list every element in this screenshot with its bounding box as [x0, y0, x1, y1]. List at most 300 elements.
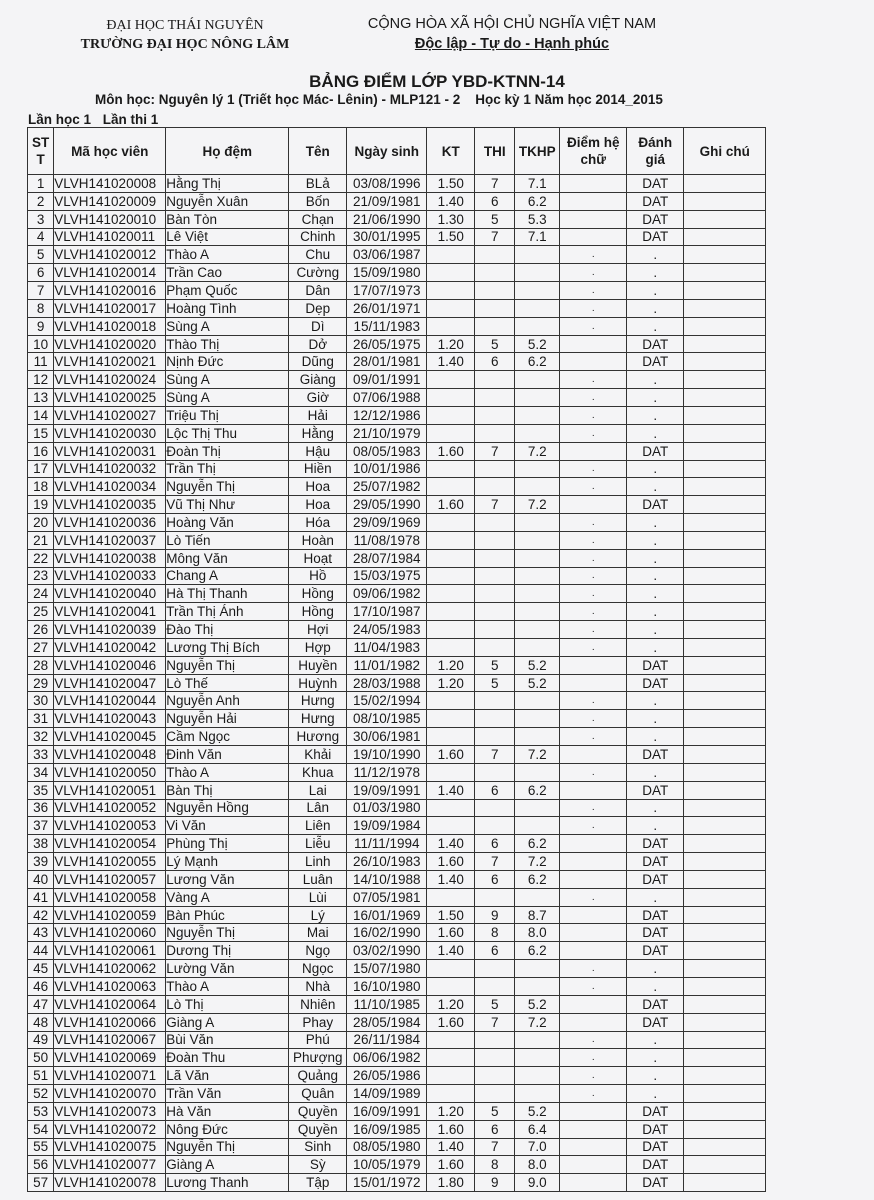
- table-row: [28, 1031, 766, 1049]
- table-row: [28, 1102, 766, 1120]
- cell-family-name: Giàng A: [166, 1156, 289, 1174]
- cell-thi: 8: [475, 1156, 515, 1174]
- cell-letter-grade: [560, 1102, 627, 1120]
- cell-kt: 1.60: [427, 924, 475, 942]
- cell-stt: 31: [28, 710, 54, 728]
- cell-given-name: Lân: [289, 799, 347, 817]
- cell-tkhp: [515, 1031, 560, 1049]
- cell-student-id: VLVH141020063: [54, 977, 166, 995]
- cell-family-name: Bàn Tòn: [166, 210, 289, 228]
- col-header-tkhp: TKHP: [515, 128, 560, 175]
- table-row: [28, 210, 766, 228]
- cell-evaluation: .: [627, 621, 684, 639]
- cell-kt: 1.50: [427, 906, 475, 924]
- cell-letter-grade: .: [560, 728, 627, 746]
- cell-tkhp: 8.0: [515, 1156, 560, 1174]
- table-row: [28, 763, 766, 781]
- cell-stt: 30: [28, 692, 54, 710]
- cell-tkhp: [515, 460, 560, 478]
- cell-evaluation: .: [627, 1049, 684, 1067]
- cell-tkhp: 7.1: [515, 228, 560, 246]
- cell-thi: [475, 585, 515, 603]
- cell-thi: 7: [475, 746, 515, 764]
- cell-tkhp: [515, 531, 560, 549]
- cell-notes: [684, 531, 766, 549]
- col-header-student-id: Mã học viên: [54, 128, 166, 175]
- cell-given-name: Hậu: [289, 442, 347, 460]
- cell-letter-grade: .: [560, 1049, 627, 1067]
- cell-student-id: VLVH141020036: [54, 514, 166, 532]
- cell-student-id: VLVH141020017: [54, 299, 166, 317]
- cell-stt: 15: [28, 424, 54, 442]
- cell-family-name: Bàn Phúc: [166, 906, 289, 924]
- cell-family-name: Nguyễn Hải: [166, 710, 289, 728]
- cell-tkhp: 5.2: [515, 674, 560, 692]
- table-row: [28, 389, 766, 407]
- cell-letter-grade: .: [560, 799, 627, 817]
- cell-letter-grade: [560, 746, 627, 764]
- table-row: [28, 799, 766, 817]
- cell-dob: 21/06/1990: [347, 210, 427, 228]
- cell-student-id: VLVH141020060: [54, 924, 166, 942]
- cell-evaluation: .: [627, 567, 684, 585]
- cell-notes: [684, 621, 766, 639]
- cell-kt: 1.20: [427, 674, 475, 692]
- cell-notes: [684, 1085, 766, 1103]
- table-row: [28, 942, 766, 960]
- cell-evaluation: .: [627, 960, 684, 978]
- table-row: [28, 1120, 766, 1138]
- cell-letter-grade: [560, 1138, 627, 1156]
- cell-given-name: Liễu: [289, 835, 347, 853]
- table-row: [28, 746, 766, 764]
- cell-dob: 15/01/1972: [347, 1174, 427, 1192]
- cell-thi: 6: [475, 1120, 515, 1138]
- cell-kt: [427, 514, 475, 532]
- cell-thi: 7: [475, 496, 515, 514]
- cell-evaluation: DAT: [627, 210, 684, 228]
- cell-thi: [475, 603, 515, 621]
- cell-family-name: Đoàn Thu: [166, 1049, 289, 1067]
- cell-dob: 28/05/1984: [347, 1013, 427, 1031]
- cell-given-name: Sỳ: [289, 1156, 347, 1174]
- cell-notes: [684, 995, 766, 1013]
- cell-kt: [427, 299, 475, 317]
- cell-student-id: VLVH141020072: [54, 1120, 166, 1138]
- cell-tkhp: 6.2: [515, 353, 560, 371]
- table-row: [28, 710, 766, 728]
- cell-tkhp: [515, 371, 560, 389]
- table-row: [28, 192, 766, 210]
- cell-thi: 5: [475, 210, 515, 228]
- cell-letter-grade: .: [560, 1067, 627, 1085]
- table-row: [28, 406, 766, 424]
- cell-thi: 6: [475, 192, 515, 210]
- cell-evaluation: .: [627, 763, 684, 781]
- cell-stt: 4: [28, 228, 54, 246]
- cell-kt: 1.20: [427, 995, 475, 1013]
- cell-notes: [684, 192, 766, 210]
- cell-tkhp: 6.2: [515, 870, 560, 888]
- cell-family-name: Giàng A: [166, 1013, 289, 1031]
- cell-dob: 21/09/1981: [347, 192, 427, 210]
- cell-stt: 10: [28, 335, 54, 353]
- cell-kt: [427, 728, 475, 746]
- cell-notes: [684, 906, 766, 924]
- cell-notes: [684, 1067, 766, 1085]
- cell-student-id: VLVH141020055: [54, 853, 166, 871]
- cell-given-name: Huỳnh: [289, 674, 347, 692]
- cell-given-name: Lùi: [289, 888, 347, 906]
- cell-notes: [684, 853, 766, 871]
- cell-stt: 40: [28, 870, 54, 888]
- cell-notes: [684, 175, 766, 193]
- cell-kt: [427, 389, 475, 407]
- cell-kt: 1.20: [427, 335, 475, 353]
- cell-evaluation: .: [627, 888, 684, 906]
- cell-evaluation: DAT: [627, 674, 684, 692]
- cell-thi: [475, 531, 515, 549]
- cell-student-id: VLVH141020077: [54, 1156, 166, 1174]
- cell-family-name: Trần Thị: [166, 460, 289, 478]
- cell-tkhp: [515, 603, 560, 621]
- cell-tkhp: [515, 282, 560, 300]
- cell-student-id: VLVH141020052: [54, 799, 166, 817]
- cell-family-name: Lò Thế: [166, 674, 289, 692]
- cell-kt: [427, 282, 475, 300]
- cell-family-name: Bùi Văn: [166, 1031, 289, 1049]
- cell-evaluation: DAT: [627, 1138, 684, 1156]
- col-header-stt: ST T: [28, 128, 54, 175]
- cell-student-id: VLVH141020037: [54, 531, 166, 549]
- cell-tkhp: [515, 763, 560, 781]
- cell-dob: 07/05/1981: [347, 888, 427, 906]
- cell-notes: [684, 835, 766, 853]
- cell-given-name: Chinh: [289, 228, 347, 246]
- cell-thi: 9: [475, 906, 515, 924]
- cell-dob: 15/11/1983: [347, 317, 427, 335]
- cell-evaluation: DAT: [627, 835, 684, 853]
- cell-kt: [427, 692, 475, 710]
- cell-family-name: Hà Văn: [166, 1102, 289, 1120]
- cell-student-id: VLVH141020078: [54, 1174, 166, 1192]
- cell-given-name: Dẹp: [289, 299, 347, 317]
- cell-tkhp: [515, 585, 560, 603]
- table-row: [28, 175, 766, 193]
- cell-family-name: Lò Tiến: [166, 531, 289, 549]
- cell-evaluation: DAT: [627, 870, 684, 888]
- cell-thi: 7: [475, 1138, 515, 1156]
- cell-tkhp: 6.2: [515, 835, 560, 853]
- cell-student-id: VLVH141020011: [54, 228, 166, 246]
- cell-student-id: VLVH141020030: [54, 424, 166, 442]
- cell-family-name: Bàn Thị: [166, 781, 289, 799]
- cell-thi: [475, 799, 515, 817]
- cell-kt: [427, 264, 475, 282]
- cell-notes: [684, 977, 766, 995]
- cell-given-name: Quyền: [289, 1102, 347, 1120]
- cell-family-name: Thào A: [166, 977, 289, 995]
- cell-given-name: Giờ: [289, 389, 347, 407]
- cell-dob: 26/05/1986: [347, 1067, 427, 1085]
- cell-family-name: Nguyễn Hồng: [166, 799, 289, 817]
- cell-stt: 36: [28, 799, 54, 817]
- cell-given-name: Hoa: [289, 478, 347, 496]
- cell-letter-grade: .: [560, 710, 627, 728]
- cell-evaluation: DAT: [627, 442, 684, 460]
- cell-given-name: Lý: [289, 906, 347, 924]
- cell-student-id: VLVH141020032: [54, 460, 166, 478]
- cell-letter-grade: .: [560, 585, 627, 603]
- table-row: [28, 960, 766, 978]
- cell-given-name: Dì: [289, 317, 347, 335]
- cell-family-name: Sùng A: [166, 317, 289, 335]
- cell-evaluation: DAT: [627, 924, 684, 942]
- cell-evaluation: .: [627, 728, 684, 746]
- cell-letter-grade: [560, 175, 627, 193]
- cell-evaluation: .: [627, 371, 684, 389]
- cell-student-id: VLVH141020044: [54, 692, 166, 710]
- cell-dob: 21/10/1979: [347, 424, 427, 442]
- cell-kt: [427, 585, 475, 603]
- cell-given-name: Hồng: [289, 603, 347, 621]
- cell-thi: 8: [475, 924, 515, 942]
- cell-evaluation: .: [627, 460, 684, 478]
- cell-notes: [684, 1102, 766, 1120]
- col-header-family-name: Họ đệm: [166, 128, 289, 175]
- cell-evaluation: DAT: [627, 1120, 684, 1138]
- cell-kt: [427, 710, 475, 728]
- cell-evaluation: .: [627, 585, 684, 603]
- table-row: [28, 317, 766, 335]
- cell-dob: 10/05/1979: [347, 1156, 427, 1174]
- cell-kt: [427, 977, 475, 995]
- cell-thi: 5: [475, 995, 515, 1013]
- cell-letter-grade: .: [560, 638, 627, 656]
- cell-dob: 16/10/1980: [347, 977, 427, 995]
- cell-notes: [684, 924, 766, 942]
- table-row: [28, 531, 766, 549]
- cell-given-name: Cường: [289, 264, 347, 282]
- cell-notes: [684, 496, 766, 514]
- cell-tkhp: 5.2: [515, 1102, 560, 1120]
- cell-thi: [475, 977, 515, 995]
- cell-given-name: Phượng: [289, 1049, 347, 1067]
- cell-stt: 38: [28, 835, 54, 853]
- cell-kt: [427, 317, 475, 335]
- cell-letter-grade: .: [560, 406, 627, 424]
- cell-thi: [475, 424, 515, 442]
- cell-evaluation: .: [627, 246, 684, 264]
- cell-evaluation: .: [627, 424, 684, 442]
- cell-dob: 01/03/1980: [347, 799, 427, 817]
- cell-tkhp: 7.2: [515, 1013, 560, 1031]
- cell-notes: [684, 638, 766, 656]
- cell-evaluation: .: [627, 549, 684, 567]
- table-row: [28, 674, 766, 692]
- table-row: [28, 1156, 766, 1174]
- cell-student-id: VLVH141020038: [54, 549, 166, 567]
- cell-family-name: Lường Văn: [166, 960, 289, 978]
- cell-given-name: Nhiên: [289, 995, 347, 1013]
- cell-thi: [475, 282, 515, 300]
- cell-evaluation: .: [627, 799, 684, 817]
- cell-student-id: VLVH141020057: [54, 870, 166, 888]
- cell-given-name: Quyền: [289, 1120, 347, 1138]
- cell-letter-grade: .: [560, 692, 627, 710]
- cell-stt: 35: [28, 781, 54, 799]
- table-row: [28, 1138, 766, 1156]
- cell-given-name: Mai: [289, 924, 347, 942]
- cell-tkhp: 5.2: [515, 995, 560, 1013]
- cell-kt: [427, 406, 475, 424]
- table-row: [28, 1049, 766, 1067]
- table-header-row: [28, 128, 766, 175]
- cell-given-name: Huyền: [289, 656, 347, 674]
- cell-evaluation: DAT: [627, 656, 684, 674]
- cell-evaluation: DAT: [627, 496, 684, 514]
- cell-family-name: Lê Việt: [166, 228, 289, 246]
- cell-given-name: Dở: [289, 335, 347, 353]
- cell-stt: 14: [28, 406, 54, 424]
- exam-attempt: Lần thi 1: [102, 112, 159, 127]
- cell-tkhp: 5.3: [515, 210, 560, 228]
- cell-dob: 11/08/1978: [347, 531, 427, 549]
- cell-notes: [684, 763, 766, 781]
- cell-tkhp: [515, 1049, 560, 1067]
- cell-tkhp: 7.2: [515, 496, 560, 514]
- cell-dob: 28/07/1984: [347, 549, 427, 567]
- cell-student-id: VLVH141020035: [54, 496, 166, 514]
- cell-letter-grade: .: [560, 763, 627, 781]
- cell-given-name: Dũng: [289, 353, 347, 371]
- cell-given-name: Hưng: [289, 692, 347, 710]
- cell-notes: [684, 960, 766, 978]
- cell-thi: [475, 389, 515, 407]
- cell-stt: 52: [28, 1085, 54, 1103]
- cell-stt: 51: [28, 1067, 54, 1085]
- cell-kt: 1.40: [427, 1138, 475, 1156]
- cell-stt: 43: [28, 924, 54, 942]
- cell-letter-grade: .: [560, 424, 627, 442]
- cell-stt: 18: [28, 478, 54, 496]
- cell-family-name: Nguyễn Xuân: [166, 192, 289, 210]
- cell-given-name: Bốn: [289, 192, 347, 210]
- cell-student-id: VLVH141020054: [54, 835, 166, 853]
- cell-student-id: VLVH141020027: [54, 406, 166, 424]
- cell-tkhp: 7.1: [515, 175, 560, 193]
- table-row: [28, 977, 766, 995]
- cell-tkhp: [515, 317, 560, 335]
- cell-dob: 26/05/1975: [347, 335, 427, 353]
- cell-letter-grade: [560, 835, 627, 853]
- cell-tkhp: [515, 799, 560, 817]
- cell-dob: 07/06/1988: [347, 389, 427, 407]
- table-row: [28, 603, 766, 621]
- table-row: [28, 496, 766, 514]
- table-row: [28, 424, 766, 442]
- cell-tkhp: [515, 1085, 560, 1103]
- cell-student-id: VLVH141020008: [54, 175, 166, 193]
- cell-stt: 23: [28, 567, 54, 585]
- cell-student-id: VLVH141020034: [54, 478, 166, 496]
- cell-kt: [427, 424, 475, 442]
- cell-dob: 14/10/1988: [347, 870, 427, 888]
- cell-dob: 16/09/1985: [347, 1120, 427, 1138]
- cell-stt: 32: [28, 728, 54, 746]
- cell-dob: 15/07/1980: [347, 960, 427, 978]
- cell-given-name: Hưng: [289, 710, 347, 728]
- cell-student-id: VLVH141020009: [54, 192, 166, 210]
- cell-letter-grade: .: [560, 549, 627, 567]
- cell-family-name: Trần Văn: [166, 1085, 289, 1103]
- cell-evaluation: .: [627, 817, 684, 835]
- cell-notes: [684, 585, 766, 603]
- cell-student-id: VLVH141020045: [54, 728, 166, 746]
- cell-stt: 41: [28, 888, 54, 906]
- cell-dob: 09/01/1991: [347, 371, 427, 389]
- cell-student-id: VLVH141020051: [54, 781, 166, 799]
- cell-stt: 1: [28, 175, 54, 193]
- cell-tkhp: [515, 549, 560, 567]
- table-row: [28, 442, 766, 460]
- cell-letter-grade: .: [560, 246, 627, 264]
- cell-dob: 15/02/1994: [347, 692, 427, 710]
- cell-evaluation: DAT: [627, 746, 684, 764]
- cell-kt: [427, 799, 475, 817]
- cell-kt: [427, 817, 475, 835]
- table-row: [28, 621, 766, 639]
- cell-stt: 5: [28, 246, 54, 264]
- table-row: [28, 870, 766, 888]
- cell-kt: [427, 621, 475, 639]
- cell-letter-grade: .: [560, 514, 627, 532]
- cell-letter-grade: [560, 906, 627, 924]
- cell-evaluation: .: [627, 638, 684, 656]
- cell-student-id: VLVH141020010: [54, 210, 166, 228]
- cell-thi: [475, 817, 515, 835]
- cell-given-name: Quảng: [289, 1067, 347, 1085]
- cell-letter-grade: [560, 192, 627, 210]
- cell-family-name: Sùng A: [166, 389, 289, 407]
- cell-kt: 1.30: [427, 210, 475, 228]
- cell-stt: 2: [28, 192, 54, 210]
- cell-letter-grade: .: [560, 888, 627, 906]
- cell-thi: 6: [475, 353, 515, 371]
- grades-table: [27, 127, 766, 1192]
- cell-family-name: Hoàng Tình: [166, 299, 289, 317]
- cell-family-name: Nguyễn Thị: [166, 924, 289, 942]
- table-row: [28, 264, 766, 282]
- cell-family-name: Vi Văn: [166, 817, 289, 835]
- cell-tkhp: 5.2: [515, 335, 560, 353]
- cell-family-name: Triệu Thị: [166, 406, 289, 424]
- cell-given-name: Phay: [289, 1013, 347, 1031]
- cell-tkhp: [515, 567, 560, 585]
- cell-stt: 33: [28, 746, 54, 764]
- cell-notes: [684, 656, 766, 674]
- cell-stt: 25: [28, 603, 54, 621]
- cell-tkhp: 8.7: [515, 906, 560, 924]
- cell-letter-grade: .: [560, 1085, 627, 1103]
- cell-given-name: Hoạt: [289, 549, 347, 567]
- cell-notes: [684, 1156, 766, 1174]
- cell-thi: 7: [475, 228, 515, 246]
- cell-dob: 08/05/1983: [347, 442, 427, 460]
- cell-kt: 1.50: [427, 228, 475, 246]
- cell-notes: [684, 603, 766, 621]
- cell-dob: 29/05/1990: [347, 496, 427, 514]
